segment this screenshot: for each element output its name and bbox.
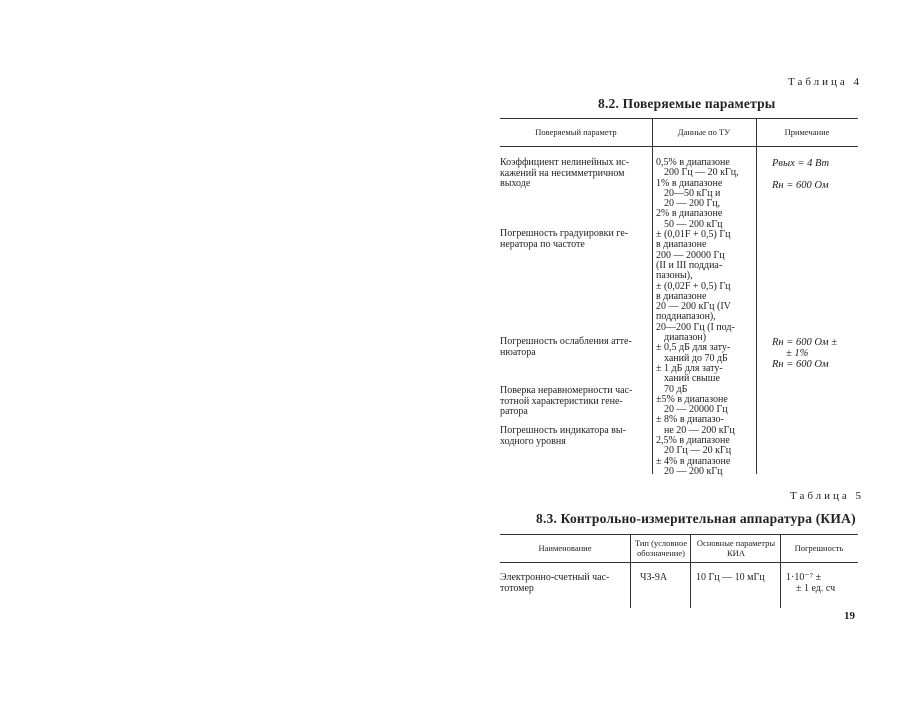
table4-col-divider-2 (756, 118, 757, 474)
table5-header-type: Тип (условное обозначение) (634, 538, 688, 558)
table4-note-load-3: Rн = 600 Ом (772, 359, 829, 370)
data-line: (II и III поддиа- (656, 259, 723, 271)
data-line: 2,5% в диапазоне (656, 435, 730, 447)
table4-header-rule (500, 146, 858, 147)
table5-row-type: ЧЗ-9А (640, 572, 668, 583)
table4-header-note: Примечание (784, 127, 830, 137)
table4-data-column (656, 158, 756, 477)
data-line: 200 — 20000 Гц (656, 249, 725, 261)
data-line: ханий до 70 дБ (664, 352, 728, 364)
table5-col-divider-2 (690, 534, 691, 608)
table4-col-divider-1 (652, 118, 653, 474)
data-line: 20—50 кГц и (664, 187, 721, 199)
data-line: 50 — 200 кГц (664, 218, 723, 230)
data-line: поддиапазон), (656, 311, 716, 323)
data-line: ± 8% в диапазо- (656, 414, 724, 426)
data-line: ± (0,02F + 0,5) Гц (656, 280, 731, 292)
table4-note-load-1: Rн = 600 Ом (772, 180, 829, 191)
data-line: ± 4% в диапазоне (656, 455, 731, 467)
data-line: 1% в диапазоне (656, 177, 723, 189)
table5-header-rule (500, 562, 858, 563)
data-line: 0,5% в диапазоне (656, 157, 730, 168)
table5-header-error: Погрешность (794, 543, 844, 553)
data-line: 20 — 20000 Гц (664, 404, 728, 416)
table4-param-4: Поверка неравномерности час- тотной характеристики гене- ратора (500, 385, 633, 418)
table5-header-name: Наименование (538, 543, 592, 553)
table4-note-tolerance: ± 1% (786, 348, 809, 359)
data-line: в диапазоне (656, 290, 707, 302)
table4-caption: Таблица 4 (788, 76, 863, 88)
table4-top-rule (500, 118, 858, 119)
table5-row-params: 10 Гц — 10 мГц (696, 572, 765, 583)
table5-col-divider-1 (630, 534, 631, 608)
table5-title: 8.3. Контрольно-измерительная аппаратура (КИА) (536, 511, 856, 526)
data-line: 2% в диапазоне (656, 208, 723, 220)
data-line: 70 дБ (664, 383, 688, 395)
data-line: ханий свыше (664, 373, 720, 385)
data-line: диапазон) (664, 332, 707, 344)
table5-caption: Таблица 5 (790, 490, 865, 502)
data-line: ± 1 дБ для зату- (656, 362, 723, 374)
data-line: ±5% в диапазоне (656, 393, 728, 405)
data-line: не 20 — 200 кГц (664, 424, 735, 436)
table4-param-5: Погрешность индикатора вы- ходного уровня (500, 425, 626, 447)
data-line: в диапазоне (656, 239, 707, 251)
table5-header-params: Основные параметры КИА (696, 538, 776, 558)
data-line: ± (0,01F + 0,5) Гц (656, 229, 731, 241)
table4-note-load-2: Rн = 600 Ом ± (772, 337, 838, 348)
data-line: 20 — 200 кГц (664, 465, 723, 477)
data-line: пазоны), (656, 270, 693, 282)
data-line: 20 — 200 кГц (IV (656, 301, 731, 313)
table4-param-1: Коэффициент нелинейных ис- кажений на несимметричном выходе (500, 157, 630, 190)
data-line: 20 — 200 Гц, (664, 198, 721, 210)
table5-row-error: 1·10⁻⁷ ± ± 1 ед. сч (786, 572, 836, 594)
table5-top-rule (500, 534, 858, 535)
table4-title: 8.2. Поверяемые параметры (598, 96, 776, 111)
data-line: ± 0,5 дБ для зату- (656, 342, 731, 354)
table5-row-name: Электронно-счетный час- тотомер (500, 572, 610, 594)
table4-header-param: Поверяемый параметр (535, 127, 617, 137)
table4-param-3: Погрешность ослабления атте- нюатора (500, 336, 632, 358)
table4-note-power: Pвых = 4 Вт (772, 158, 830, 169)
page-number: 19 (844, 610, 855, 622)
data-line: 20—200 Гц (I под- (656, 321, 735, 333)
data-line: 200 Гц — 20 кГц, (664, 167, 739, 179)
data-line: 20 Гц — 20 кГц (664, 445, 732, 457)
table4-param-2: Погрешность градуировки ге- нератора по частоте (500, 228, 629, 250)
table4-header-data: Данные по ТУ (677, 127, 731, 137)
